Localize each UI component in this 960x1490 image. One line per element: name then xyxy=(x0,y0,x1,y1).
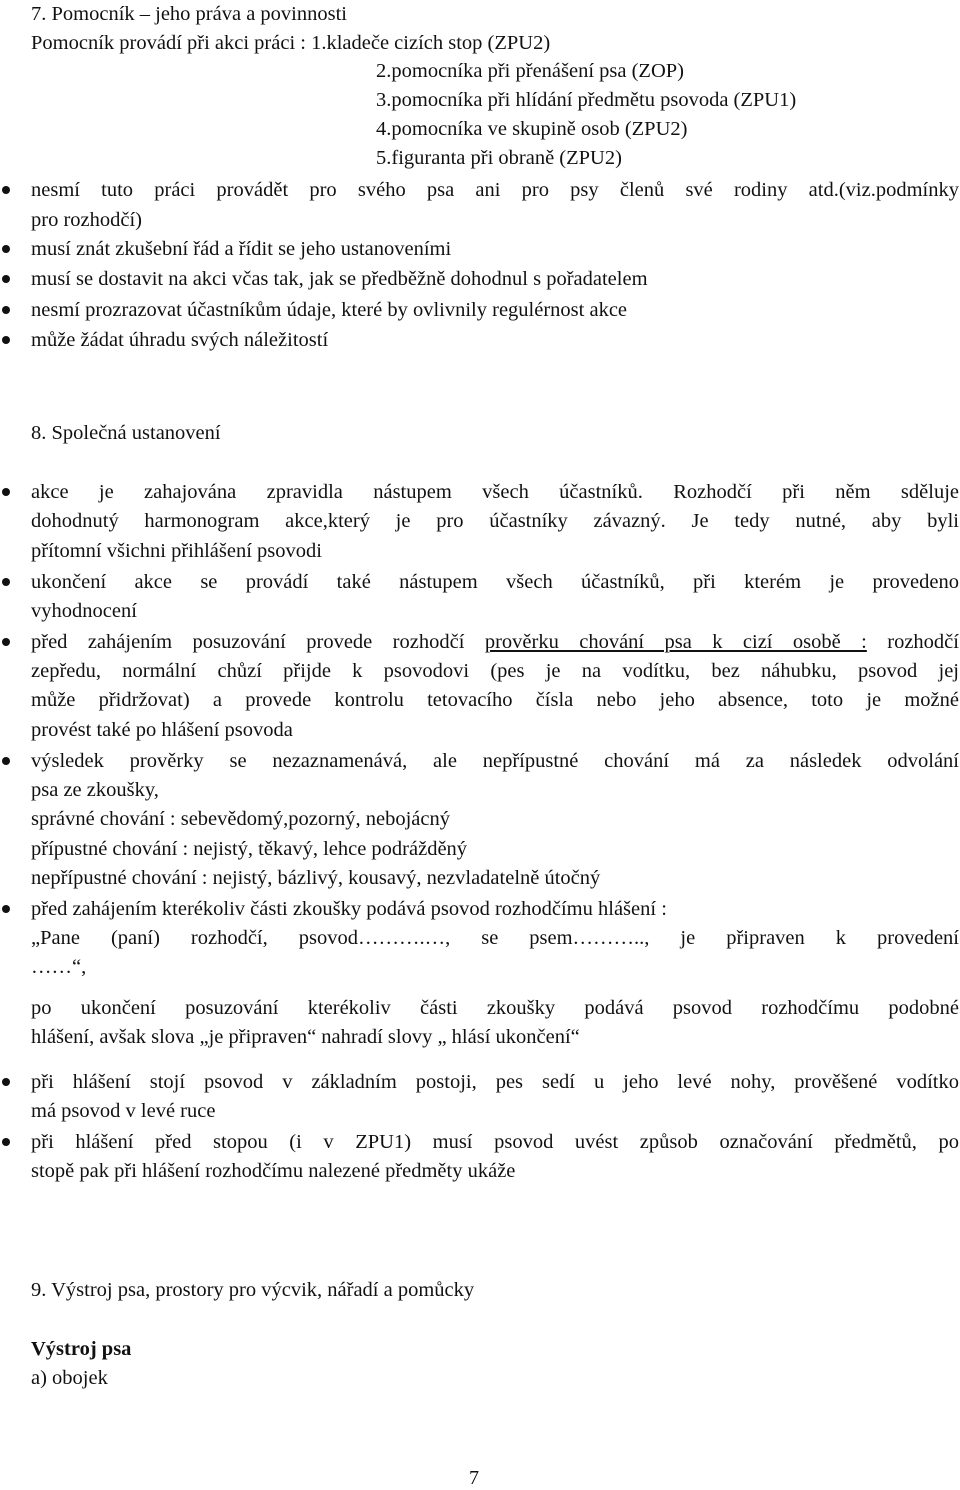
bullet-icon xyxy=(2,638,10,646)
bullet-icon xyxy=(2,757,10,765)
subheading-bold: Výstroj psa xyxy=(31,1338,132,1360)
bullet-text: nesmí tuto práci provádět pro svého psa ani pro psy členů své rodiny atd.(viz.podmínky xyxy=(31,179,959,201)
subheading xyxy=(31,1337,131,1361)
bullet-text: psa ze zkoušky, xyxy=(31,779,159,801)
bullet-icon xyxy=(2,1138,10,1146)
bullet-text: může přidržovat) a provede kontrolu tetovacího čísla nebo jeho absence, toto je možné xyxy=(31,689,959,711)
bullet-text: provést také po hlášení psovoda xyxy=(31,719,293,741)
bullet-text: nesmí prozrazovat účastníkům údaje, které by ovlivnily regulérnost akce xyxy=(31,299,628,321)
section-7-intro: Pomocník provádí při akci práci : 1.kladeče cizích stop (ZPU2) xyxy=(31,32,551,54)
bullet-text: po ukončení posuzování kterékoliv části zkoušky podává psovod rozhodčímu podobné xyxy=(31,997,959,1019)
bullet-icon xyxy=(2,245,10,253)
bullet-icon xyxy=(2,488,10,496)
bullet-text: zepředu, normální chůzí přijde k psovodovi (pes je na vodítku, bez náhubku, psovod jej xyxy=(31,660,959,682)
bullet-icon xyxy=(2,306,10,314)
bullet-text: před zahájením kterékoliv části zkoušky podává psovod rozhodčímu hlášení : xyxy=(31,898,667,920)
role-item: 2.pomocníka při přenášení psa (ZOP) xyxy=(376,60,684,82)
bullet-text: správné chování : sebevědomý,pozorný, nebojácný xyxy=(31,808,450,830)
bullet-text: „Pane (paní) rozhodčí, psovod……….…, se psem……….., je připraven k provedení xyxy=(31,927,959,949)
page-number: 7 xyxy=(469,1467,479,1489)
bullet-icon xyxy=(2,186,10,194)
bullet-text: pro rozhodčí) xyxy=(31,209,142,231)
bullet-text: ……“, xyxy=(31,956,87,978)
bullet-text: při hlášení stojí psovod v základním postoji, pes sedí u jeho levé nohy, prověšené vodítko xyxy=(31,1071,959,1093)
bullet-text: má psovod v levé ruce xyxy=(31,1100,216,1122)
section-8-heading: 8. Společná ustanovení xyxy=(31,422,221,444)
role-item: 4.pomocníka ve skupině osob (ZPU2) xyxy=(376,118,688,140)
text-run: rozhodčí xyxy=(866,631,959,653)
bullet-icon xyxy=(2,578,10,586)
bullet-text: výsledek prověrky se nezaznamenává, ale nepřípustné chování má za následek odvolání xyxy=(31,750,959,772)
bullet-text: hlášení, avšak slova „je připraven“ nahradí slovy „ hlásí ukončení“ xyxy=(31,1026,580,1048)
bullet-text xyxy=(31,630,959,654)
text-run: před zahájením posuzování provede rozhodčí xyxy=(31,631,485,653)
bullet-text: přítomní všichni přihlášení psovodi xyxy=(31,540,322,562)
bullet-text: akce je zahajována zpravidla nástupem všech účastníků. Rozhodčí při něm sděluje xyxy=(31,481,959,503)
list-item: a) obojek xyxy=(31,1367,108,1389)
bullet-text: musí se dostavit na akci včas tak, jak se předběžně dohodnul s pořadatelem xyxy=(31,268,648,290)
bullet-text: může žádat úhradu svých náležitostí xyxy=(31,329,329,351)
bullet-text: přípustné chování : nejistý, těkavý, lehce podrážděný xyxy=(31,838,468,860)
section-9-heading: 9. Výstroj psa, prostory pro výcvik, nářadí a pomůcky xyxy=(31,1279,475,1301)
bullet-text: musí znát zkušební řád a řídit se jeho ustanoveními xyxy=(31,238,452,260)
bullet-icon xyxy=(2,336,10,344)
bullet-text: nepřípustné chování : nejistý, bázlivý, kousavý, nezvladatelně útočný xyxy=(31,867,601,889)
role-item: 5.figuranta při obraně (ZPU2) xyxy=(376,147,622,169)
bullet-icon xyxy=(2,1078,10,1086)
bullet-text: ukončení akce se provádí také nástupem všech účastníků, při kterém je provedeno xyxy=(31,571,959,593)
bullet-icon xyxy=(2,275,10,283)
underlined-term: prověrku chování psa k cizí osobě : xyxy=(484,631,867,653)
role-item: 3.pomocníka při hlídání předmětu psovoda (ZPU1) xyxy=(376,89,797,111)
bullet-icon xyxy=(2,905,10,913)
bullet-text: vyhodnocení xyxy=(31,600,137,622)
bullet-text: stopě pak při hlášení rozhodčímu nalezené předměty ukáže xyxy=(31,1160,516,1182)
bullet-text: při hlášení před stopou (i v ZPU1) musí psovod uvést způsob označování předmětů, po xyxy=(31,1131,959,1153)
section-7-heading: 7. Pomocník – jeho práva a povinnosti xyxy=(31,3,347,25)
bullet-text: dohodnutý harmonogram akce,který je pro účastníky závazný. Je tedy nutné, aby byli xyxy=(31,510,959,532)
